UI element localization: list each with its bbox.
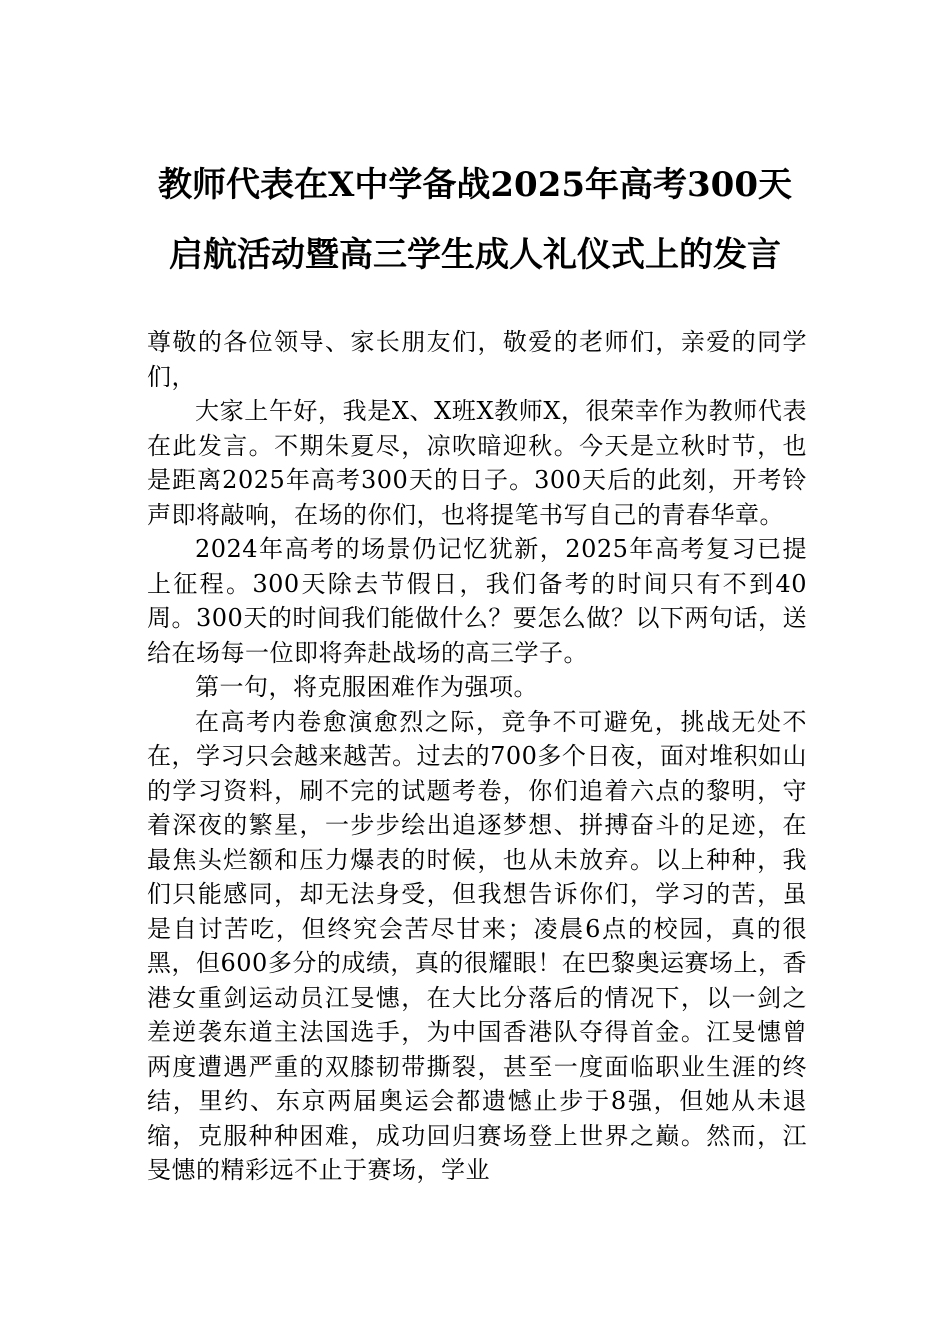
document-body: [147, 325, 807, 1188]
body-paragraph: 大家上午好，我是X、X班X教师X，很荣幸作为教师代表在此发言。不期朱夏尽，凉吹暗迎秋。今天是立秋时节，也是距离2025年高考300天的日子。300天后的此刻，开考铃声即将敲响，在场的你们，也将提笔书写自己的青春华章。: [147, 397, 807, 529]
body-paragraph: 2024年高考的场景仍记忆犹新，2025年高考复习已提上征程。300天除去节假日，我们备考的时间只有不到40周。300天的时间我们能做什么？要怎么做？以下两句话，送给在场每一位即将奔赴战场的高三学子。: [147, 535, 807, 667]
body-paragraph: 在高考内卷愈演愈烈之际，竞争不可避免，挑战无处不在，学习只会越来越苦。过去的700多个日夜，面对堆积如山的学习资料，刷不完的试题考卷，你们追着六点的黎明，守着深夜的繁星，一步步绘出追逐梦想、拼搏奋斗的足迹，在最焦头烂额和压力爆表的时候，也从未放弃。以上种种，我们只能感同，却无法身受，但我想告诉你们，学习的苦，虽是自讨苦吃，但终究会苦尽甘来；凌晨6点的校园，真的很黑，但600多分的成绩，真的很耀眼！在巴黎奥运赛场上，香港女重剑运动员江旻憓，在大比分落后的情况下，以一剑之差逆袭东道主法国选手，为中国香港队夺得首金。江旻憓曾两度遭遇严重的双膝韧带撕裂，甚至一度面临职业生涯的终结，里约、东京两届奥运会都遗憾止步于8强，但她从未退缩，克服种种困难，成功回归赛场登上世界之巅。然而，江旻憓的精彩远不止于赛场，学业: [147, 707, 807, 1184]
salutation-paragraph: 尊敬的各位领导、家长朋友们，敬爱的老师们，亲爱的同学们，: [147, 328, 807, 391]
section-heading-paragraph: 第一句，将克服困难作为强项。: [195, 673, 538, 701]
title-line-2: 启航活动暨高三学生成人礼仪式上的发言: [169, 235, 781, 275]
title-line-1: 教师代表在X中学备战2025年高考300天: [158, 165, 792, 205]
document-title: [120, 150, 830, 290]
